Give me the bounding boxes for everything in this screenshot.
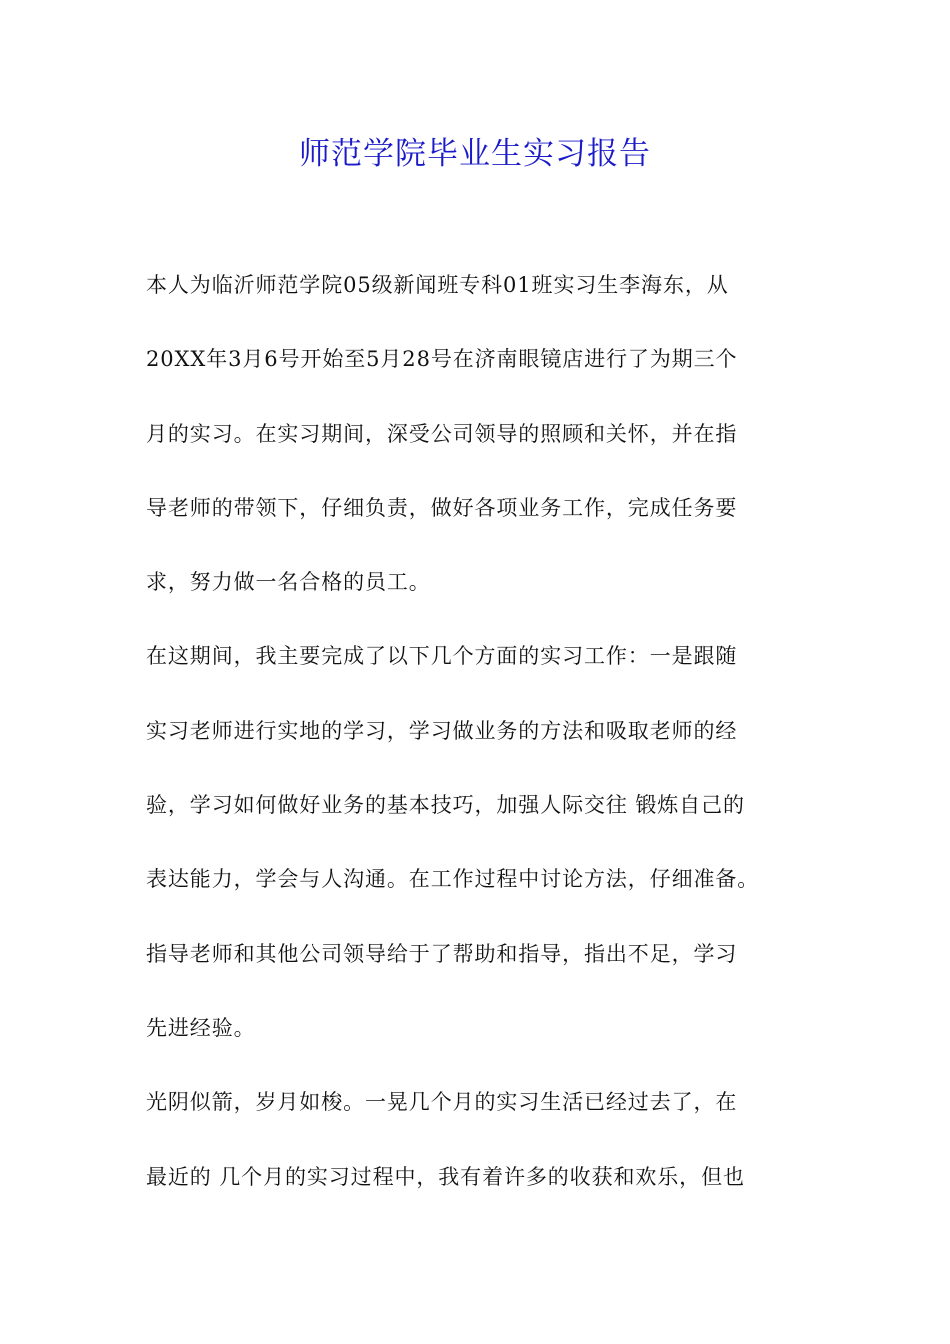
body-line: 表达能力，学会与人沟通。在工作过程中讨论方法，仔细准备。: [146, 867, 760, 892]
document-body: [146, 258, 826, 1224]
body-line: 先进经验。: [146, 1015, 256, 1040]
body-line: 实习老师进行实地的学习，学习做业务的方法和吸取老师的经: [146, 718, 738, 743]
body-line: 最近的 几个月的实习过程中，我有着许多的收获和欢乐，但也: [146, 1164, 745, 1189]
body-line: 验，学习如何做好业务的基本技巧，加强人际交往 锻炼自己的: [146, 793, 745, 818]
body-line: 导老师的带领下，仔细负责，做好各项业务工作，完成任务要: [146, 495, 738, 520]
document-title: 师范学院毕业生实习报告: [299, 136, 651, 172]
body-line: 本人为临沂师范学院05级新闻班专科01班实习生李海东，从: [146, 273, 729, 297]
body-line: 光阴似箭，岁月如梭。一晃几个月的实习生活已经过去了，在: [146, 1090, 738, 1115]
body-line: 月的实习。在实习期间，深受公司领导的照顾和关怀，并在指: [146, 421, 738, 446]
body-line: 20XX年3月6号开始至5月28号在济南眼镜店进行了为期三个: [146, 347, 738, 372]
body-line: 求，努力做一名合格的员工。: [146, 570, 431, 595]
body-line: 在这期间，我主要完成了以下几个方面的实习工作：一是跟随: [146, 644, 738, 669]
body-line: 指导老师和其他公司领导给于了帮助和指导，指出不足，学习: [146, 941, 738, 966]
